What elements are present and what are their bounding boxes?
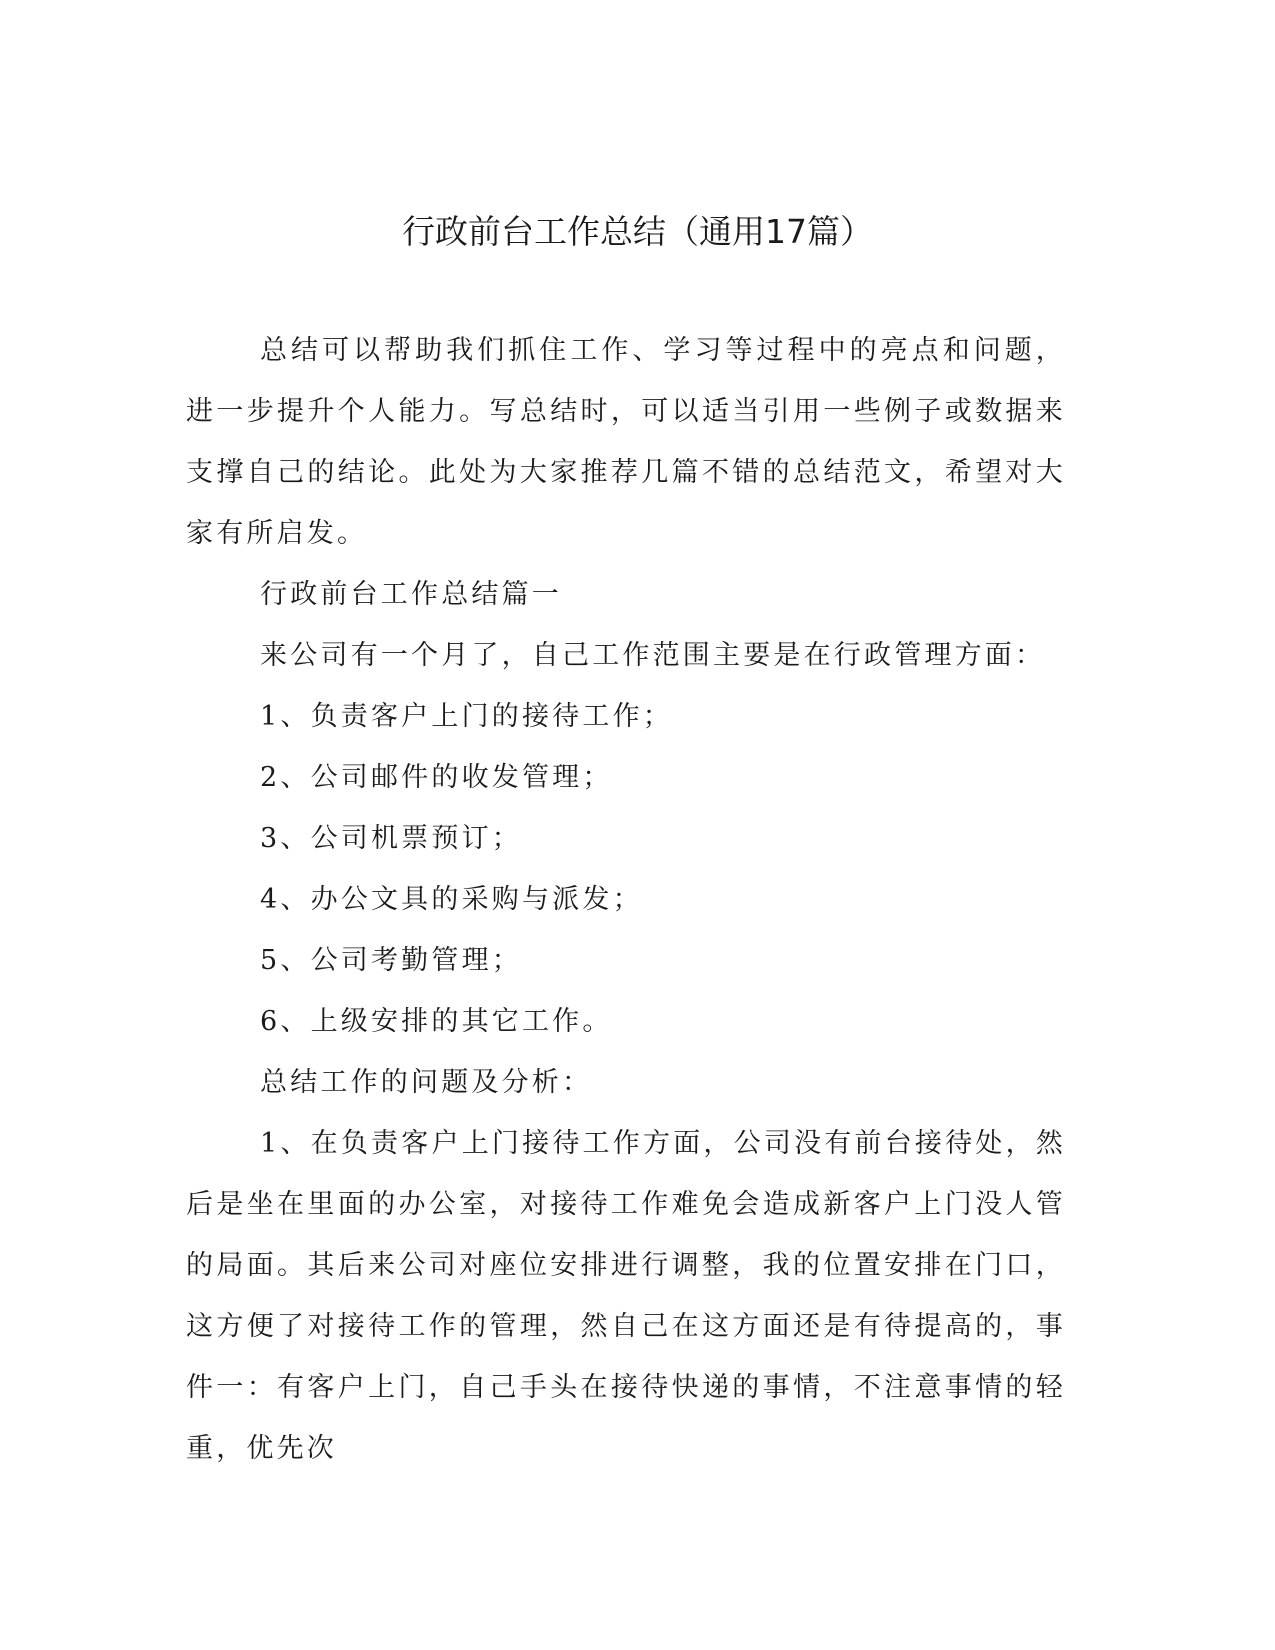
scope-line: 来公司有一个月了，自己工作范围主要是在行政管理方面： [260, 640, 1046, 671]
duty-item: 6、上级安排的其它工作。 [260, 1006, 613, 1037]
duty-item: 2、公司邮件的收发管理； [260, 762, 613, 793]
duty-item: 4、办公文具的采购与派发； [260, 884, 643, 915]
analysis-heading: 总结工作的问题及分析： [260, 1067, 593, 1098]
section-heading: 行政前台工作总结篇一 [260, 579, 562, 610]
document-title: 行政前台工作总结（通用17篇） [402, 212, 873, 251]
document-body [186, 320, 1066, 1479]
duty-item: 1、负责客户上门的接待工作； [260, 701, 673, 732]
duty-item: 5、公司考勤管理； [260, 945, 522, 976]
analysis-paragraph: 1、在负责客户上门接待工作方面，公司没有前台接待处，然后是坐在里面的办公室，对接待工作难免会造成新客户上门没人管的局面。其后来公司对座位安排进行调整，我的位置安排在门口，这方便了对接待工作的管理，然自己在这方面还是有待提高的，事件一：有客户上门，自己手头在接待快递的事情，不注意事情的轻重，优先次 [186, 1128, 1066, 1464]
duty-item: 3、公司机票预订； [260, 823, 522, 854]
intro-paragraph: 总结可以帮助我们抓住工作、学习等过程中的亮点和问题，进一步提升个人能力。写总结时，可以适当引用一些例子或数据来支撑自己的结论。此处为大家推荐几篇不错的总结范文，希望对大家有所启发。 [186, 335, 1066, 549]
